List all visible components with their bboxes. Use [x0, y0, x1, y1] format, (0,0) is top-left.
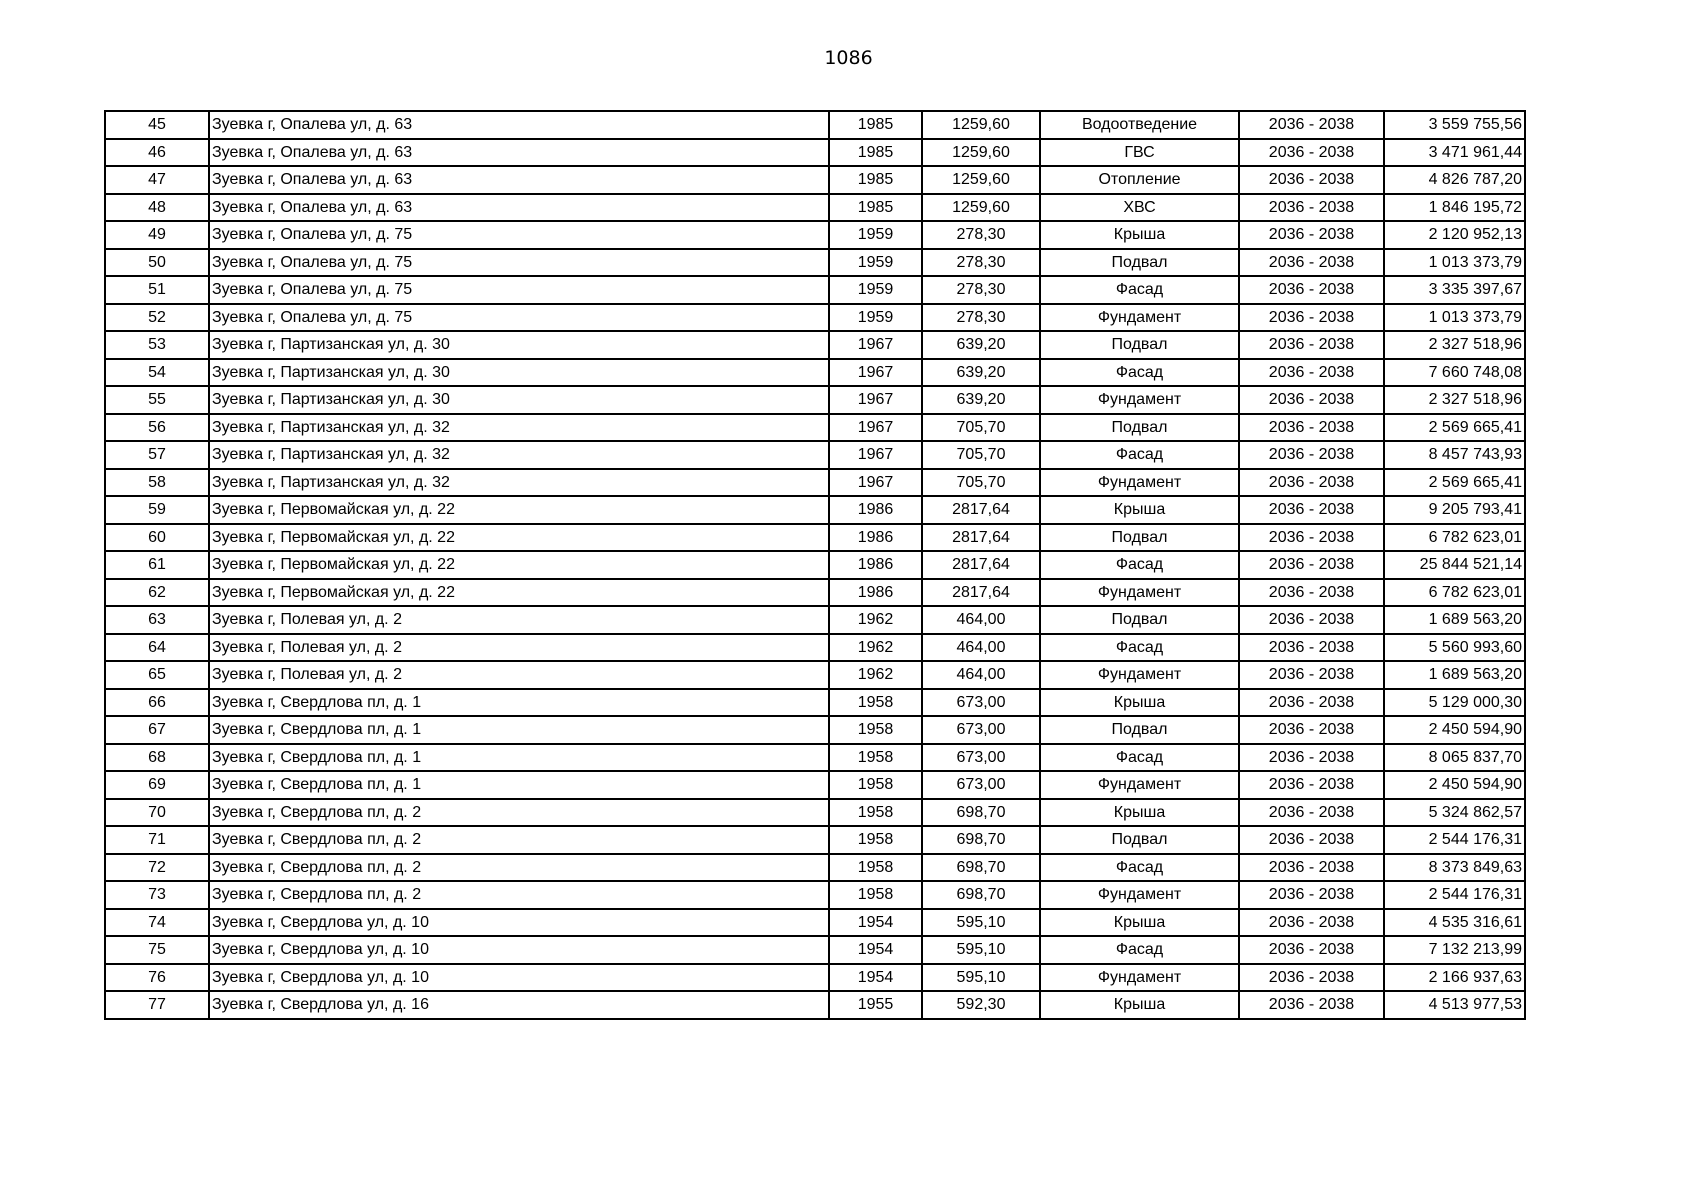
work-type-cell: Фундамент [1040, 386, 1239, 414]
period-cell: 2036 - 2038 [1239, 469, 1384, 497]
area-cell: 2817,64 [922, 524, 1040, 552]
period-cell: 2036 - 2038 [1239, 441, 1384, 469]
table-row [105, 634, 1525, 662]
table-row [105, 991, 1525, 1019]
address-cell: Зуевка г, Партизанская ул, д. 32 [209, 441, 829, 469]
table-row [105, 936, 1525, 964]
work-type-cell: Водоотведение [1040, 111, 1239, 139]
row-number-cell: 57 [105, 441, 209, 469]
row-number-cell: 50 [105, 249, 209, 277]
work-type-cell: Фасад [1040, 854, 1239, 882]
year-cell: 1958 [829, 689, 922, 717]
row-number-cell: 65 [105, 661, 209, 689]
area-cell: 705,70 [922, 441, 1040, 469]
cost-cell: 1 846 195,72 [1384, 194, 1525, 222]
area-cell: 464,00 [922, 661, 1040, 689]
cost-cell: 5 324 862,57 [1384, 799, 1525, 827]
address-cell: Зуевка г, Свердлова пл, д. 1 [209, 716, 829, 744]
area-cell: 1259,60 [922, 194, 1040, 222]
row-number-cell: 68 [105, 744, 209, 772]
year-cell: 1958 [829, 881, 922, 909]
table-row [105, 386, 1525, 414]
area-cell: 639,20 [922, 359, 1040, 387]
year-cell: 1959 [829, 249, 922, 277]
area-cell: 698,70 [922, 854, 1040, 882]
address-cell: Зуевка г, Партизанская ул, д. 30 [209, 331, 829, 359]
row-number-cell: 52 [105, 304, 209, 332]
area-cell: 2817,64 [922, 551, 1040, 579]
year-cell: 1958 [829, 826, 922, 854]
year-cell: 1954 [829, 909, 922, 937]
period-cell: 2036 - 2038 [1239, 111, 1384, 139]
address-cell: Зуевка г, Свердлова ул, д. 16 [209, 991, 829, 1019]
address-cell: Зуевка г, Полевая ул, д. 2 [209, 634, 829, 662]
cost-cell: 7 660 748,08 [1384, 359, 1525, 387]
cost-cell: 4 535 316,61 [1384, 909, 1525, 937]
table-row [105, 496, 1525, 524]
row-number-cell: 48 [105, 194, 209, 222]
table-row [105, 661, 1525, 689]
period-cell: 2036 - 2038 [1239, 634, 1384, 662]
table-row [105, 881, 1525, 909]
cost-cell: 2 120 952,13 [1384, 221, 1525, 249]
area-cell: 639,20 [922, 331, 1040, 359]
table-row [105, 579, 1525, 607]
address-cell: Зуевка г, Опалева ул, д. 75 [209, 249, 829, 277]
work-type-cell: Подвал [1040, 826, 1239, 854]
address-cell: Зуевка г, Опалева ул, д. 63 [209, 166, 829, 194]
period-cell: 2036 - 2038 [1239, 689, 1384, 717]
period-cell: 2036 - 2038 [1239, 771, 1384, 799]
cost-cell: 4 513 977,53 [1384, 991, 1525, 1019]
area-cell: 673,00 [922, 771, 1040, 799]
period-cell: 2036 - 2038 [1239, 964, 1384, 992]
address-cell: Зуевка г, Партизанская ул, д. 30 [209, 386, 829, 414]
cost-cell: 8 065 837,70 [1384, 744, 1525, 772]
row-number-cell: 51 [105, 276, 209, 304]
row-number-cell: 71 [105, 826, 209, 854]
work-type-cell: Фундамент [1040, 579, 1239, 607]
table-row [105, 964, 1525, 992]
row-number-cell: 76 [105, 964, 209, 992]
area-cell: 1259,60 [922, 111, 1040, 139]
address-cell: Зуевка г, Первомайская ул, д. 22 [209, 496, 829, 524]
period-cell: 2036 - 2038 [1239, 661, 1384, 689]
period-cell: 2036 - 2038 [1239, 881, 1384, 909]
cost-cell: 5 129 000,30 [1384, 689, 1525, 717]
area-cell: 705,70 [922, 469, 1040, 497]
cost-cell: 1 013 373,79 [1384, 304, 1525, 332]
cost-cell: 3 559 755,56 [1384, 111, 1525, 139]
work-type-cell: Фундамент [1040, 304, 1239, 332]
address-cell: Зуевка г, Свердлова пл, д. 2 [209, 854, 829, 882]
table-row [105, 716, 1525, 744]
table-row [105, 854, 1525, 882]
cost-cell: 8 457 743,93 [1384, 441, 1525, 469]
period-cell: 2036 - 2038 [1239, 579, 1384, 607]
period-cell: 2036 - 2038 [1239, 304, 1384, 332]
area-cell: 592,30 [922, 991, 1040, 1019]
table-row [105, 551, 1525, 579]
cost-cell: 2 166 937,63 [1384, 964, 1525, 992]
year-cell: 1962 [829, 634, 922, 662]
area-cell: 698,70 [922, 826, 1040, 854]
year-cell: 1986 [829, 579, 922, 607]
row-number-cell: 54 [105, 359, 209, 387]
area-cell: 639,20 [922, 386, 1040, 414]
cost-cell: 2 569 665,41 [1384, 469, 1525, 497]
period-cell: 2036 - 2038 [1239, 606, 1384, 634]
row-number-cell: 77 [105, 991, 209, 1019]
row-number-cell: 59 [105, 496, 209, 524]
row-number-cell: 58 [105, 469, 209, 497]
period-cell: 2036 - 2038 [1239, 909, 1384, 937]
cost-cell: 25 844 521,14 [1384, 551, 1525, 579]
address-cell: Зуевка г, Опалева ул, д. 75 [209, 304, 829, 332]
area-cell: 698,70 [922, 881, 1040, 909]
year-cell: 1959 [829, 221, 922, 249]
address-cell: Зуевка г, Свердлова ул, д. 10 [209, 936, 829, 964]
address-cell: Зуевка г, Свердлова ул, д. 10 [209, 909, 829, 937]
address-cell: Зуевка г, Полевая ул, д. 2 [209, 661, 829, 689]
cost-cell: 2 327 518,96 [1384, 386, 1525, 414]
row-number-cell: 64 [105, 634, 209, 662]
address-cell: Зуевка г, Первомайская ул, д. 22 [209, 524, 829, 552]
page-number: 1086 [824, 47, 873, 69]
cost-cell: 6 782 623,01 [1384, 524, 1525, 552]
registry-table [104, 110, 1526, 1020]
area-cell: 698,70 [922, 799, 1040, 827]
work-type-cell: Подвал [1040, 716, 1239, 744]
work-type-cell: Крыша [1040, 689, 1239, 717]
table-row [105, 166, 1525, 194]
table-row [105, 469, 1525, 497]
year-cell: 1985 [829, 194, 922, 222]
year-cell: 1958 [829, 854, 922, 882]
area-cell: 278,30 [922, 304, 1040, 332]
table-row [105, 414, 1525, 442]
year-cell: 1967 [829, 414, 922, 442]
cost-cell: 1 689 563,20 [1384, 661, 1525, 689]
area-cell: 464,00 [922, 606, 1040, 634]
year-cell: 1986 [829, 524, 922, 552]
year-cell: 1958 [829, 799, 922, 827]
table-row [105, 359, 1525, 387]
period-cell: 2036 - 2038 [1239, 386, 1384, 414]
row-number-cell: 63 [105, 606, 209, 634]
work-type-cell: ХВС [1040, 194, 1239, 222]
work-type-cell: Фасад [1040, 441, 1239, 469]
work-type-cell: Фасад [1040, 744, 1239, 772]
address-cell: Зуевка г, Опалева ул, д. 63 [209, 194, 829, 222]
period-cell: 2036 - 2038 [1239, 991, 1384, 1019]
period-cell: 2036 - 2038 [1239, 359, 1384, 387]
address-cell: Зуевка г, Свердлова пл, д. 1 [209, 689, 829, 717]
area-cell: 1259,60 [922, 166, 1040, 194]
table-row [105, 441, 1525, 469]
table-row [105, 909, 1525, 937]
table-row [105, 111, 1525, 139]
work-type-cell: Подвал [1040, 331, 1239, 359]
table-row [105, 276, 1525, 304]
year-cell: 1967 [829, 359, 922, 387]
area-cell: 595,10 [922, 909, 1040, 937]
row-number-cell: 69 [105, 771, 209, 799]
period-cell: 2036 - 2038 [1239, 744, 1384, 772]
row-number-cell: 56 [105, 414, 209, 442]
address-cell: Зуевка г, Партизанская ул, д. 30 [209, 359, 829, 387]
work-type-cell: Подвал [1040, 414, 1239, 442]
row-number-cell: 60 [105, 524, 209, 552]
work-type-cell: Фасад [1040, 551, 1239, 579]
year-cell: 1954 [829, 964, 922, 992]
row-number-cell: 46 [105, 139, 209, 167]
year-cell: 1967 [829, 331, 922, 359]
work-type-cell: Фундамент [1040, 881, 1239, 909]
period-cell: 2036 - 2038 [1239, 854, 1384, 882]
cost-cell: 3 335 397,67 [1384, 276, 1525, 304]
period-cell: 2036 - 2038 [1239, 936, 1384, 964]
cost-cell: 7 132 213,99 [1384, 936, 1525, 964]
period-cell: 2036 - 2038 [1239, 826, 1384, 854]
cost-cell: 8 373 849,63 [1384, 854, 1525, 882]
work-type-cell: Фасад [1040, 936, 1239, 964]
year-cell: 1967 [829, 441, 922, 469]
address-cell: Зуевка г, Свердлова пл, д. 1 [209, 744, 829, 772]
work-type-cell: Фундамент [1040, 771, 1239, 799]
area-cell: 595,10 [922, 964, 1040, 992]
work-type-cell: Фундамент [1040, 469, 1239, 497]
year-cell: 1958 [829, 771, 922, 799]
row-number-cell: 75 [105, 936, 209, 964]
year-cell: 1962 [829, 661, 922, 689]
year-cell: 1955 [829, 991, 922, 1019]
address-cell: Зуевка г, Опалева ул, д. 75 [209, 221, 829, 249]
work-type-cell: Крыша [1040, 496, 1239, 524]
cost-cell: 9 205 793,41 [1384, 496, 1525, 524]
address-cell: Зуевка г, Опалева ул, д. 63 [209, 139, 829, 167]
period-cell: 2036 - 2038 [1239, 551, 1384, 579]
area-cell: 673,00 [922, 689, 1040, 717]
table-row [105, 331, 1525, 359]
area-cell: 673,00 [922, 744, 1040, 772]
area-cell: 464,00 [922, 634, 1040, 662]
year-cell: 1967 [829, 469, 922, 497]
area-cell: 278,30 [922, 276, 1040, 304]
table-row [105, 221, 1525, 249]
address-cell: Зуевка г, Первомайская ул, д. 22 [209, 579, 829, 607]
row-number-cell: 62 [105, 579, 209, 607]
period-cell: 2036 - 2038 [1239, 221, 1384, 249]
year-cell: 1958 [829, 744, 922, 772]
table-body [105, 111, 1525, 1019]
work-type-cell: Фасад [1040, 276, 1239, 304]
year-cell: 1959 [829, 304, 922, 332]
cost-cell: 2 450 594,90 [1384, 771, 1525, 799]
cost-cell: 1 689 563,20 [1384, 606, 1525, 634]
table-row [105, 524, 1525, 552]
area-cell: 278,30 [922, 249, 1040, 277]
cost-cell: 2 544 176,31 [1384, 826, 1525, 854]
work-type-cell: Подвал [1040, 524, 1239, 552]
area-cell: 595,10 [922, 936, 1040, 964]
cost-cell: 2 450 594,90 [1384, 716, 1525, 744]
table-row [105, 826, 1525, 854]
address-cell: Зуевка г, Свердлова пл, д. 2 [209, 881, 829, 909]
table-row [105, 194, 1525, 222]
table-row [105, 606, 1525, 634]
table-row [105, 689, 1525, 717]
address-cell: Зуевка г, Партизанская ул, д. 32 [209, 469, 829, 497]
area-cell: 1259,60 [922, 139, 1040, 167]
address-cell: Зуевка г, Свердлова пл, д. 2 [209, 799, 829, 827]
year-cell: 1967 [829, 386, 922, 414]
table-row [105, 799, 1525, 827]
work-type-cell: Фасад [1040, 634, 1239, 662]
year-cell: 1954 [829, 936, 922, 964]
table-row [105, 771, 1525, 799]
area-cell: 2817,64 [922, 496, 1040, 524]
work-type-cell: Фасад [1040, 359, 1239, 387]
work-type-cell: Крыша [1040, 799, 1239, 827]
period-cell: 2036 - 2038 [1239, 716, 1384, 744]
year-cell: 1959 [829, 276, 922, 304]
area-cell: 2817,64 [922, 579, 1040, 607]
work-type-cell: Подвал [1040, 606, 1239, 634]
row-number-cell: 49 [105, 221, 209, 249]
period-cell: 2036 - 2038 [1239, 139, 1384, 167]
cost-cell: 2 544 176,31 [1384, 881, 1525, 909]
area-cell: 705,70 [922, 414, 1040, 442]
table-row [105, 304, 1525, 332]
row-number-cell: 61 [105, 551, 209, 579]
period-cell: 2036 - 2038 [1239, 249, 1384, 277]
work-type-cell: Крыша [1040, 221, 1239, 249]
area-cell: 673,00 [922, 716, 1040, 744]
period-cell: 2036 - 2038 [1239, 166, 1384, 194]
cost-cell: 5 560 993,60 [1384, 634, 1525, 662]
row-number-cell: 66 [105, 689, 209, 717]
row-number-cell: 55 [105, 386, 209, 414]
work-type-cell: Фундамент [1040, 964, 1239, 992]
period-cell: 2036 - 2038 [1239, 524, 1384, 552]
address-cell: Зуевка г, Опалева ул, д. 75 [209, 276, 829, 304]
row-number-cell: 74 [105, 909, 209, 937]
work-type-cell: Отопление [1040, 166, 1239, 194]
table-row [105, 139, 1525, 167]
cost-cell: 1 013 373,79 [1384, 249, 1525, 277]
row-number-cell: 70 [105, 799, 209, 827]
row-number-cell: 72 [105, 854, 209, 882]
year-cell: 1985 [829, 166, 922, 194]
cost-cell: 3 471 961,44 [1384, 139, 1525, 167]
year-cell: 1986 [829, 496, 922, 524]
row-number-cell: 73 [105, 881, 209, 909]
address-cell: Зуевка г, Свердлова ул, д. 10 [209, 964, 829, 992]
work-type-cell: Подвал [1040, 249, 1239, 277]
address-cell: Зуевка г, Первомайская ул, д. 22 [209, 551, 829, 579]
period-cell: 2036 - 2038 [1239, 194, 1384, 222]
work-type-cell: Крыша [1040, 909, 1239, 937]
period-cell: 2036 - 2038 [1239, 331, 1384, 359]
cost-cell: 2 569 665,41 [1384, 414, 1525, 442]
row-number-cell: 45 [105, 111, 209, 139]
work-type-cell: Фундамент [1040, 661, 1239, 689]
row-number-cell: 47 [105, 166, 209, 194]
year-cell: 1986 [829, 551, 922, 579]
period-cell: 2036 - 2038 [1239, 276, 1384, 304]
row-number-cell: 53 [105, 331, 209, 359]
row-number-cell: 67 [105, 716, 209, 744]
cost-cell: 2 327 518,96 [1384, 331, 1525, 359]
period-cell: 2036 - 2038 [1239, 414, 1384, 442]
address-cell: Зуевка г, Партизанская ул, д. 32 [209, 414, 829, 442]
year-cell: 1985 [829, 139, 922, 167]
address-cell: Зуевка г, Опалева ул, д. 63 [209, 111, 829, 139]
period-cell: 2036 - 2038 [1239, 496, 1384, 524]
work-type-cell: Крыша [1040, 991, 1239, 1019]
area-cell: 278,30 [922, 221, 1040, 249]
table-row [105, 249, 1525, 277]
address-cell: Зуевка г, Свердлова пл, д. 1 [209, 771, 829, 799]
year-cell: 1962 [829, 606, 922, 634]
period-cell: 2036 - 2038 [1239, 799, 1384, 827]
cost-cell: 4 826 787,20 [1384, 166, 1525, 194]
work-type-cell: ГВС [1040, 139, 1239, 167]
cost-cell: 6 782 623,01 [1384, 579, 1525, 607]
table-row [105, 744, 1525, 772]
address-cell: Зуевка г, Полевая ул, д. 2 [209, 606, 829, 634]
year-cell: 1958 [829, 716, 922, 744]
year-cell: 1985 [829, 111, 922, 139]
address-cell: Зуевка г, Свердлова пл, д. 2 [209, 826, 829, 854]
